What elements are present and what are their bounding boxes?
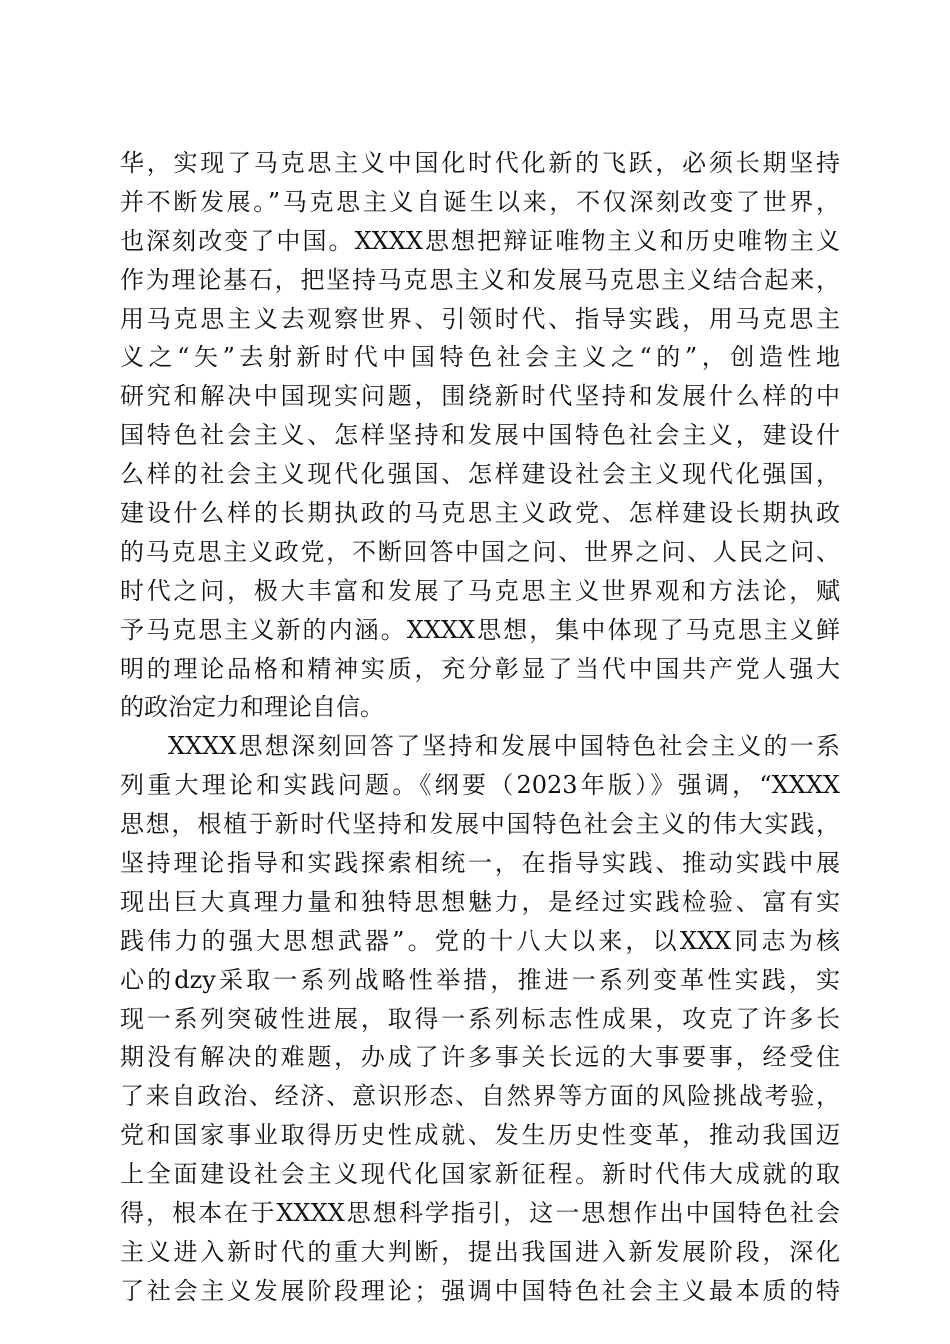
text-line: 予马克思主义新的内涵。XXXX思想，集中体现了马克思主义鲜 — [120, 615, 840, 644]
text-line: 明的理论品格和精神实质，充分彰显了当代中国共产党人强大 — [120, 654, 840, 683]
text-line: 坚持理论指导和实践探索相统一，在指导实践、推动实践中展 — [120, 849, 840, 878]
text-line: 建设什么样的长期执政的马克思主义政党、怎样建设长期执政 — [120, 499, 840, 528]
text-line: 心的dzy采取一系列战略性举措，推进一系列变革性实践，实 — [120, 965, 840, 994]
text-line: 时代之问，极大丰富和发展了马克思主义世界观和方法论，赋 — [120, 576, 840, 605]
paragraph-2 — [120, 727, 840, 1310]
text-line: 的马克思主义政党，不断回答中国之问、世界之问、人民之问、 — [120, 537, 840, 566]
text-line: 并不断发展。”马克思主义自诞生以来，不仅深刻改变了世界， — [120, 187, 840, 216]
text-line: 列重大理论和实践问题。《纲要（2023年版）》强调，“XXXX — [120, 771, 840, 800]
text-line: 华，实现了马克思主义中国化时代化新的飞跃，必须长期坚持 — [120, 149, 840, 177]
text-line: 国特色社会主义、怎样坚持和发展中国特色社会主义，建设什 — [120, 421, 840, 450]
text-line: 上全面建设社会主义现代化国家新征程。新时代伟大成就的取 — [120, 1160, 840, 1189]
text-line: XXXX思想深刻回答了坚持和发展中国特色社会主义的一系 — [168, 732, 840, 761]
text-line: 期没有解决的难题，办成了许多事关长远的大事要事，经受住 — [120, 1043, 840, 1072]
text-line: 作为理论基石，把坚持马克思主义和发展马克思主义结合起来， — [120, 265, 840, 294]
text-line: 了来自政治、经济、意识形态、自然界等方面的风险挑战考验， — [120, 1082, 840, 1111]
text-line: 用马克思主义去观察世界、引领时代、指导实践，用马克思主 — [120, 304, 840, 333]
text-line: 思想，根植于新时代坚持和发展中国特色社会主义的伟大实践， — [120, 810, 840, 839]
text-line: 研究和解决中国现实问题，围绕新时代坚持和发展什么样的中 — [120, 382, 840, 411]
text-line: 现出巨大真理力量和独特思想魅力，是经过实践检验、富有实 — [120, 887, 840, 916]
text-line: 现一系列突破性进展，取得一系列标志性成果，攻克了许多长 — [120, 1004, 840, 1033]
text-line: 么样的社会主义现代化强国、怎样建设社会主义现代化强国， — [120, 460, 840, 489]
text-line: 得，根本在于XXXX思想科学指引，这一思想作出中国特色社会 — [120, 1199, 840, 1228]
text-line: 了社会主义发展阶段理论；强调中国特色社会主义最本质的特 — [120, 1276, 840, 1305]
paragraph-1 — [120, 144, 840, 727]
text-line: 践伟力的强大思想武器”。党的十八大以来，以XXX同志为核 — [120, 926, 840, 955]
text-line: 党和国家事业取得历史性成就、发生历史性变革，推动我国迈 — [120, 1121, 840, 1150]
text-line: 也深刻改变了中国。XXXX思想把辩证唯物主义和历史唯物主义 — [120, 226, 840, 255]
text-line: 义之“矢”去射新时代中国特色社会主义之“的”，创造性地 — [120, 343, 840, 372]
text-line: 主义进入新时代的重大判断，提出我国进入新发展阶段，深化 — [120, 1237, 840, 1266]
text-line: 的政治定力和理论自信。 — [120, 693, 384, 722]
body-text — [120, 144, 840, 1311]
